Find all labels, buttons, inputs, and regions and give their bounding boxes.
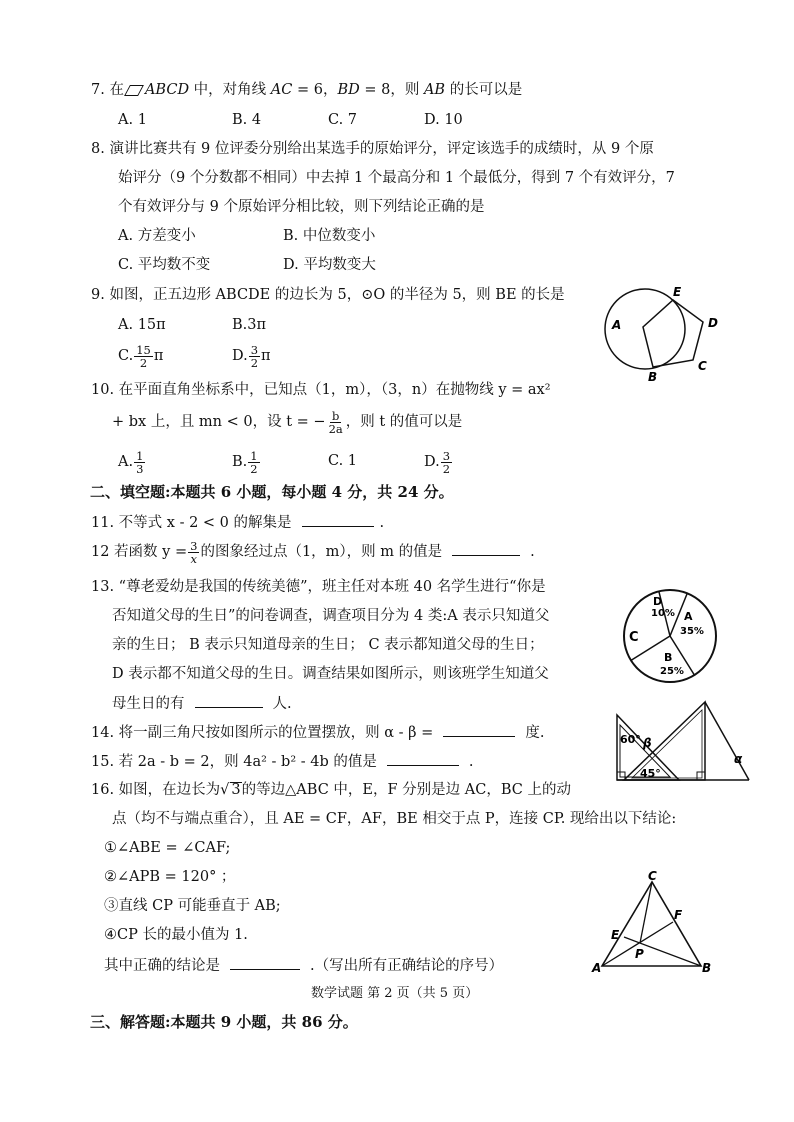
q10-option-b: B. $\frac{1}{2}$ [232,448,258,476]
answer-blank[interactable] [302,512,374,527]
q13-pie-chart [620,586,720,686]
fraction: $\frac{1}{3}$ [136,448,144,476]
q16-label-f: F [674,908,683,922]
q14-label-beta: β [643,736,652,750]
q10-line-1: 10. 在平面直角坐标系中，已知点（1，m），（3，n）在抛物线 y = ax² [91,382,551,398]
q14-label-alpha: α [734,752,743,766]
q16-item-1: ①∠ABE = ∠CAF; [104,840,231,856]
q9-figure-circle-pentagon [598,282,733,387]
q16-line-2: 点（均不与端点重合），且 AE = CF，AF，BE 相交于点 P，连接 CP. 现给出以下结论: [112,811,677,827]
q9-option-c: C. $\frac{15}{2}$ π [118,342,164,370]
q10-line-2: + bx 上，且 mn < 0，设 t = − $\frac{b}{2a}$ ，则 t 的值可以是 [112,408,463,436]
q16-item-3: ③直线 CP 可能垂直于 AB; [104,898,281,914]
pie-label-c: C [629,630,639,645]
fraction: $\frac{b}{2a}$ [328,408,343,436]
q14-label-45: 45° [640,767,661,780]
answer-blank[interactable] [195,693,263,708]
q9-option-b: B.3π [232,317,267,333]
q15: 15. 若 2a - b = 2，则 4a² - b² - 4b 的值是 . [91,751,474,772]
q9-label-c: C [698,359,707,373]
q10-option-d: D. $\frac{3}{2}$ [424,448,451,476]
fraction: $\frac{3}{2}$ [250,342,259,370]
q8-option-a: A. 方差变小 [118,228,196,244]
q7-option-a: A. 1 [118,112,147,128]
q16-item-2: ②∠APB = 120° ； [104,869,236,885]
q16-label-a: A [592,961,602,975]
q9-option-a: A. 15π [118,317,166,333]
q16-item-4: ④CP 长的最小值为 1. [104,927,248,943]
q13-line-1: 13. “尊老爱幼是我国的传统美德”，班主任对本班 40 名学生进行“你是 [91,579,546,595]
q16-label-b: B [702,961,712,975]
pie-pct-d: 10% [651,608,675,619]
q16-figure-triangle [590,870,720,980]
parallelogram-symbol [125,84,143,95]
q9-label-e: E [673,285,682,299]
q13-line-4: D 表示都不知道父母的生日。调查结果如图所示，则该班学生知道父 [112,666,549,682]
answer-blank[interactable] [230,955,300,970]
q8-line-3: 个有效评分与 9 个原始评分相比较，则下列结论正确的是 [118,199,485,215]
q16-label-p: P [635,947,644,961]
q12: 12 若函数 y = $\frac{3}{x}$ 的图象经过点（1，m），则 m 的值是 . [91,538,535,566]
pie-pct-a: 35% [680,626,704,637]
q8-option-c: C. 平均数不变 [118,257,211,273]
q16-label-e: E [611,928,620,942]
q8-option-b: B. 中位数变小 [283,228,376,244]
q13-line-2: 否知道父母的生日”的问卷调查，调查项目分为 4 类:A 表示只知道父 [112,608,550,624]
pie-label-d: D [653,595,663,608]
q9-label-b: B [648,370,658,384]
q8-line-2: 始评分（9 个分数都不相同）中去掉 1 个最高分和 1 个最低分，得到 7 个有效评分，7 [118,170,675,186]
section-2-heading: 二、填空题:本题共 6 小题，每小题 4 分，共 24 分。 [90,483,454,501]
fraction: $\frac{3}{2}$ [442,448,451,476]
q13-line-5: 母生日的有 人. [112,693,292,714]
q14-label-60: 60° [620,733,641,746]
q11: 11. 不等式 x - 2 < 0 的解集是 . [91,512,384,533]
q9-option-d: D. $\frac{3}{2}$ π [232,342,271,370]
q16-conclusion: 其中正确的结论是 .（写出所有正确结论的序号） [104,955,503,976]
pie-label-a: A [684,610,693,623]
page-footer: 数学试题 第 2 页（共 5 页） [311,986,479,1001]
q7-option-b: B. 4 [232,112,262,128]
q7-option-d: D. 10 [424,112,463,128]
q9-label-a: A [612,318,622,332]
q14-figure-set-squares [612,700,754,784]
answer-blank[interactable] [387,751,459,766]
q7-stem: 7. 在 ABCD 中，对角线 AC = 6，BD = 8，则 AB 的长可以是 [91,82,523,98]
q8-option-d: D. 平均数变大 [283,257,376,273]
q7-option-c: C. 7 [328,112,358,128]
q8-line-1: 8. 演讲比赛共有 9 位评委分别给出某选手的原始评分，评定该选手的成绩时，从 9 个原 [91,141,654,157]
section-3-heading: 三、解答题:本题共 9 小题，共 86 分。 [90,1013,358,1031]
q16-label-c: C [648,870,657,883]
pie-pct-b: 25% [660,666,684,677]
q10-option-c: C. 1 [328,453,358,469]
q10-option-a: A. $\frac{1}{3}$ [118,448,144,476]
answer-blank[interactable] [452,541,520,556]
fraction: $\frac{3}{x}$ [190,538,198,566]
q9-label-d: D [708,316,718,330]
q16-line-1: 16. 如图，在边长为√ 3的等边△ABC 中，E，F 分别是边 AC，BC 上的动 [91,782,571,798]
q9-stem: 9. 如图，正五边形 ABCDE 的边长为 5，⊙O 的半径为 5，则 BE 的长是 [91,287,565,303]
q13-line-3: 亲的生日； B 表示只知道母亲的生日； C 表示都知道父母的生日； [112,637,544,653]
fraction: $\frac{15}{2}$ [136,342,151,370]
answer-blank[interactable] [443,722,515,737]
q14: 14. 将一副三角尺按如图所示的位置摆放，则 α - β = 度. [91,722,544,743]
fraction: $\frac{1}{2}$ [250,448,258,476]
pie-label-b: B [664,651,673,664]
